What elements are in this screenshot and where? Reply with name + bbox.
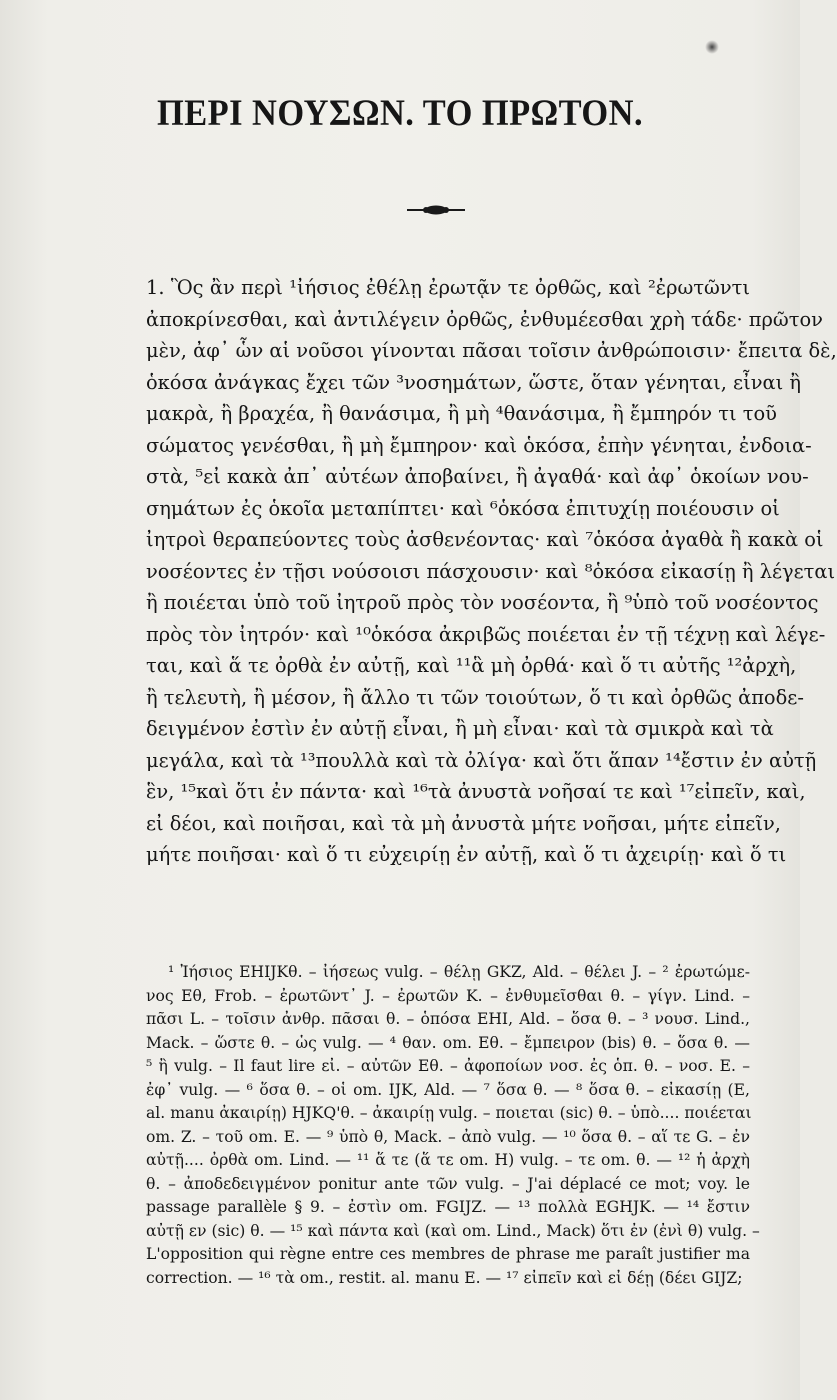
text-line: ἢ ποιέεται ὑπὸ τοῦ ἰητροῦ πρὸς τὸν νοσέοντα, ἢ ⁹ὑπὸ τοῦ νοσέοντος xyxy=(146,591,819,614)
text-line: εἰ δέοι, καὶ ποιῆσαι, καὶ τὰ μὴ ἀνυστὰ μήτε νοῆσαι, μήτε εἰπεῖν, xyxy=(146,811,781,835)
text-line: 1. Ὃς ἂν περὶ ¹ἰήσιος ἐθέλῃ ἐρωτᾷν τε ὀρθῶς, καὶ ²ἐρωτῶντι xyxy=(146,276,750,299)
text-line: δειγμένον ἐστὶν ἐν αὐτῇ εἶναι, ἢ μὴ εἶναι· καὶ τὰ σμικρὰ καὶ τὰ xyxy=(146,717,774,740)
footnote-line: ⁵ ἢ vulg. – Il faut lire εἰ. – αὐτῶν Eθ. – ἀφοποίων νοσ. ἐς ὁπ. θ. – νοσ. E. – xyxy=(146,1057,750,1075)
text-line: ὁκόσα ἀνάγκας ἔχει τῶν ³νοσημάτων, ὥστε, ὅταν γένηται, εἶναι ἢ xyxy=(146,370,801,394)
footnote-line: νος Eθ, Frob. – ἐρωτῶντ᾽ J. – ἐρωτῶν K. – ἐνθυμεῖσθαι θ. – γίγν. Lind. – xyxy=(146,986,750,1005)
footnote-line: αὐτῇ.... ὀρθὰ om. Lind. — ¹¹ ἅ τε (ἅ τε om. H) vulg. – τε om. θ. — ¹² ἡ ἀρχὴ xyxy=(146,1151,750,1169)
footnote-line: αὐτῇ εν (sic) θ. — ¹⁵ καὶ πάντα καὶ (καὶ om. Lind., Mack) ὅτι ἐν (ἐνὶ θ) vulg. – xyxy=(146,1221,760,1240)
main-text xyxy=(146,272,837,871)
footnotes xyxy=(146,961,760,1290)
footnote-line: ¹ Ἰήσιος EHIJKθ. – ἰήσεως vulg. – θέλῃ GKZ, Ald. – θέλει J. – ² ἐρωτώμε- xyxy=(168,963,750,981)
footnote-line: πᾶσι L. – τοῖσιν ἀνθρ. πᾶσαι θ. – ὁπόσα EHI, Ald. – ὅσα θ. – ³ νουσ. Lind., xyxy=(146,1010,750,1028)
text-line: στὰ, ⁵εἰ κακὰ ἀπ᾽ αὐτέων ἀποβαίνει, ἢ ἀγαθά· καὶ ἀφ᾽ ὁκοίων νου- xyxy=(146,465,809,488)
text-line: ἰητροὶ θεραπεύοντες τοὺς ἀσθενέοντας· καὶ ⁷ὁκόσα ἀγαθὰ ἢ κακὰ οἱ xyxy=(146,528,824,551)
footnote-line: al. manu ἀκαιρίῃ) HJKQ'θ. – ἀκαιρίῃ vulg. – ποιεται (sic) θ. – ὑπὸ.... ποιέεται xyxy=(146,1104,752,1122)
text-line: μεγάλα, καὶ τὰ ¹³πουλλὰ καὶ τὰ ὀλίγα· καὶ ὅτι ἅπαν ¹⁴ἔστιν ἐν αὐτῇ xyxy=(146,748,817,772)
text-line: μήτε ποιῆσαι· καὶ ὅ τι εὐχειρίῃ ἐν αὐτῇ, καὶ ὅ τι ἀχειρίῃ· καὶ ὅ τι xyxy=(146,843,787,866)
text-line: πρὸς τὸν ἰητρόν· καὶ ¹⁰ὁκόσα ἀκριβῶς ποιέεται ἐν τῇ τέχνῃ καὶ λέγε- xyxy=(146,622,826,646)
text-line: ἢ τελευτὴ, ἢ μέσον, ἢ ἄλλο τι τῶν τοιούτων, ὅ τι καὶ ὀρθῶς ἀποδε- xyxy=(146,685,804,709)
footnote-line: ἐφ᾽ vulg. — ⁶ ὅσα θ. – οἱ om. IJK, Ald. — ⁷ ὅσα θ. — ⁸ ὅσα θ. – εἰκασίῃ (E, xyxy=(146,1080,750,1099)
page-title: ΠΕΡΙ ΝΟΥΣΩΝ. ΤΟ ΠΡΩΤΟΝ. xyxy=(156,93,644,134)
text-line: ἓν, ¹⁵καὶ ὅτι ἐν πάντα· καὶ ¹⁶τὰ ἀνυστὰ νοῆσαί τε καὶ ¹⁷εἰπεῖν, καὶ, xyxy=(146,780,806,803)
ornament-icon xyxy=(405,203,467,217)
text-line: σώματος γενέσθαι, ἢ μὴ ἔμπηρον· καὶ ὁκόσα, ἐπὴν γένηται, ἐνδοια- xyxy=(146,433,812,457)
footnote-line: L'opposition qui règne entre ces membres de phrase me paraît justifier ma xyxy=(146,1245,750,1263)
text-line: σημάτων ἐς ὁκοῖα μεταπίπτει· καὶ ⁶ὁκόσα ἐπιτυχίῃ ποιέουσιν οἱ xyxy=(146,496,780,520)
footnote-line: Mack. – ὥστε θ. – ὡς vulg. — ⁴ θαν. om. Eθ. – ἔμπειρον (bis) θ. – ὅσα θ. — xyxy=(146,1033,750,1052)
footnote-line: om. Z. – τοῦ om. E. — ⁹ ὑπὸ θ, Mack. – ἀπὸ vulg. — ¹⁰ ὅσα θ. – αἵ τε G. – ἐν xyxy=(146,1127,750,1146)
text-line: ται, καὶ ἅ τε ὀρθὰ ἐν αὐτῇ, καὶ ¹¹ἃ μὴ ὀρθά· καὶ ὅ τι αὐτῆς ¹²ἀρχὴ, xyxy=(146,654,797,677)
footnote-separator xyxy=(146,938,750,939)
footnote-line: θ. – ἀποδεδειγμένον ponitur ante τῶν vulg. – J'ai déplacé ce mot; voy. le xyxy=(146,1174,750,1193)
text-line: μακρὰ, ἢ βραχέα, ἢ θανάσιμα, ἢ μὴ ⁴θανάσιμα, ἢ ἔμπηρόν τι τοῦ xyxy=(146,402,777,425)
text-line: μὲν, ἀφ᾽ ὧν αἱ νοῦσοι γίνονται πᾶσαι τοῖσιν ἀνθρώποισιν· ἔπειτα δὲ, xyxy=(146,339,837,362)
footnote-line: passage parallèle § 9. – ἐστὶν om. FGIJZ. — ¹³ πολλὰ EGHJK. — ¹⁴ ἔστιν xyxy=(146,1198,750,1216)
text-line: νοσέοντες ἐν τῇσι νούσοισι πάσχουσιν· καὶ ⁸ὁκόσα εἰκασίῃ ἢ λέγεται xyxy=(146,559,836,583)
ink-smudge xyxy=(705,40,719,54)
footnote-line: correction. — ¹⁶ τὰ om., restit. al. manu E. — ¹⁷ εἰπεῖν καὶ εἰ δέῃ (δέει GIJZ; xyxy=(146,1268,743,1287)
text-line: ἀποκρίνεσθαι, καὶ ἀντιλέγειν ὀρθῶς, ἐνθυμέεσθαι χρὴ τάδε· πρῶτον xyxy=(146,307,823,331)
